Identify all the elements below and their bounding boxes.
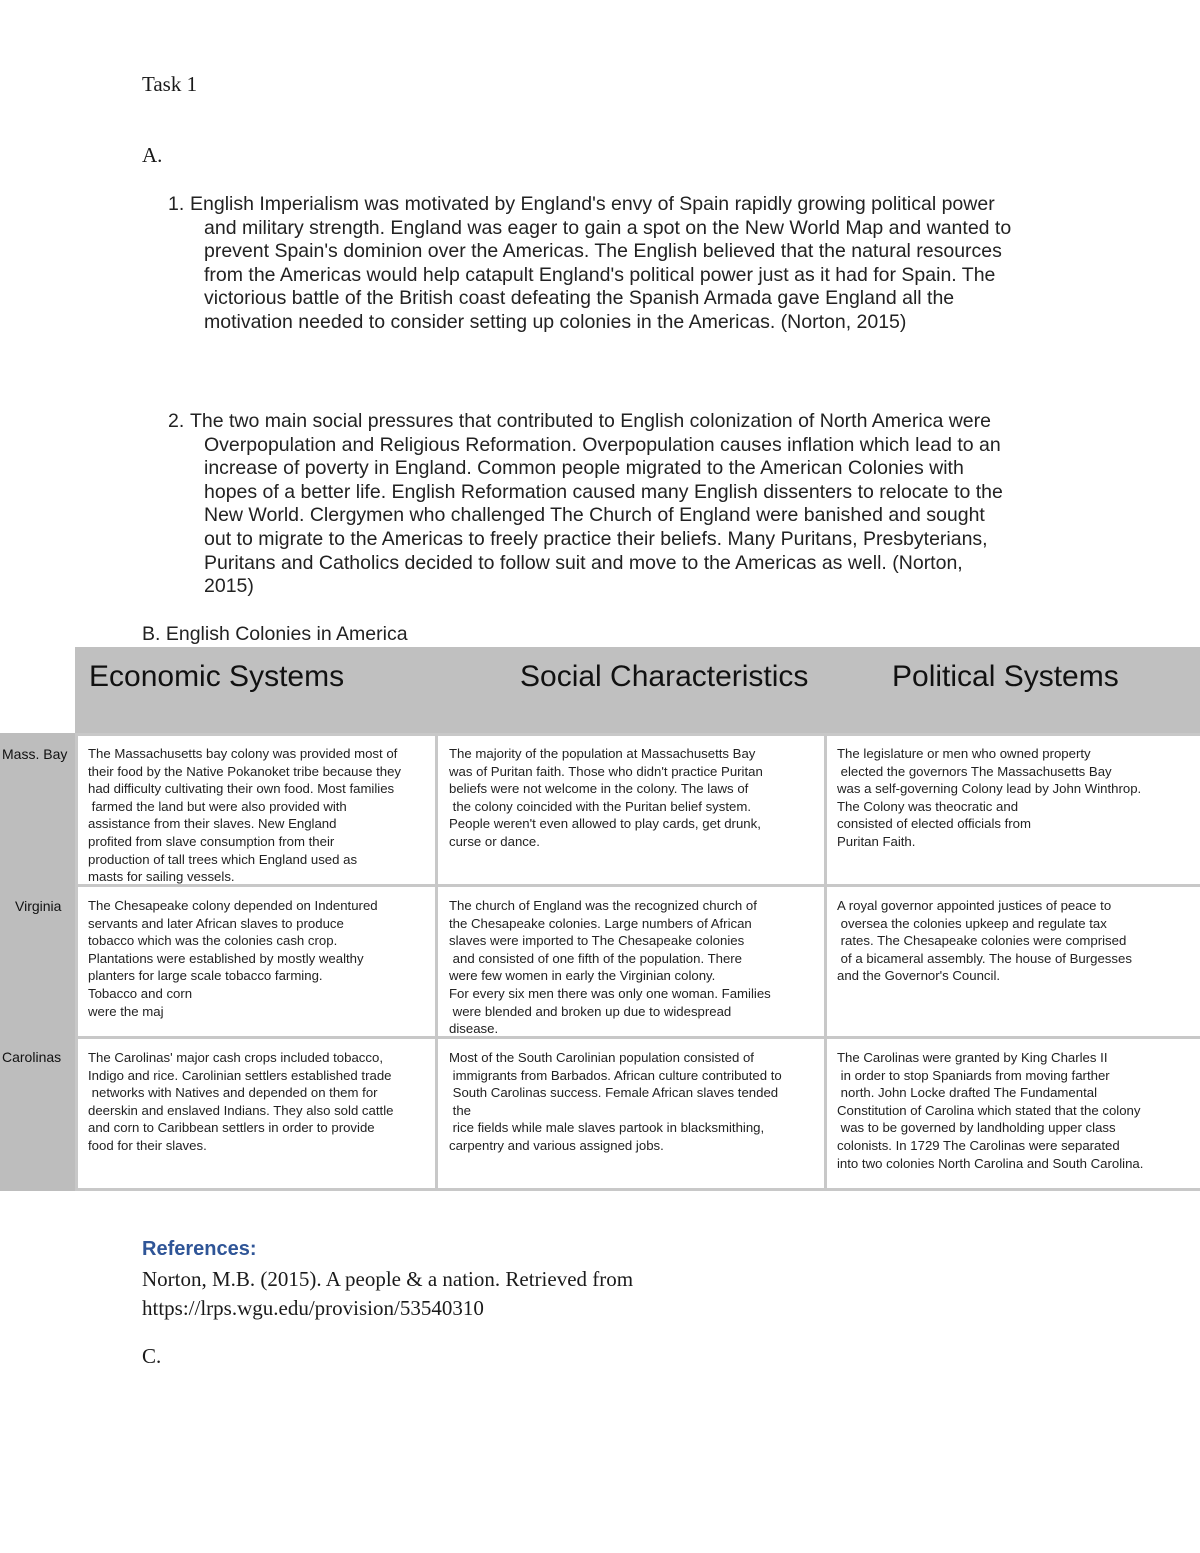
text-line: hopes of a better life. English Reformation caused many English dissenters to relocate to the — [204, 480, 1003, 503]
text-line: and military strength. England was eager to gain a spot on the New World Map and wanted to — [204, 216, 1012, 239]
text-line: The two main social pressures that contributed to English colonization of North America were — [190, 410, 991, 432]
table-cell-social: The church of England was the recognized church of the Chesapeake colonies. Large numbers of African slaves were imported to The Chesapeake colonies and consisted of one fifth of the population. There were few women in early the Virginian colony. For every six men there was only one woman. Families were blended and broken up due to widespread disease. — [449, 898, 771, 1037]
column-header-economic: Economic Systems — [89, 660, 345, 693]
table-cell-economic: The Chesapeake colony depended on Indentured servants and later African slaves to produce tobacco which was the colonies cash crop. Plantations were established by mostly wealthy planters for large scale tobacco farming. Tobacco and corn were the maj — [88, 898, 378, 1019]
table-cell-economic: The Massachusetts bay colony was provided most of their food by the Native Pokanoket tribe because they had difficulty cultivating their own food. Most families farmed the land but were also provided with assistance from their slaves. New England profited from slave consumption from their production of tall trees which England used as masts for sailing vessels. — [88, 746, 402, 885]
table-divider — [824, 733, 827, 1191]
list-item — [168, 193, 1068, 335]
text-line: increase of poverty in England. Common people migrated to the American Colonies with — [204, 457, 964, 480]
table-divider — [75, 1188, 1200, 1191]
table-cell-political: A royal governor appointed justices of peace to oversea the colonies upkeep and regulate tax rates. The Chesapeake colonies were comprised of a bicameral assembly. The house of Burgesses and the Governor's Council. — [837, 898, 1132, 984]
row-label-virginia: Virginia — [15, 898, 62, 914]
section-c-label: C. — [142, 1344, 162, 1368]
column-header-social: Social Characteristics — [520, 660, 809, 693]
list-item-text — [168, 410, 1068, 599]
text-line: motivation needed to consider setting up colonies in the Americas. (Norton, 2015) — [204, 310, 907, 333]
table-divider — [75, 733, 78, 1191]
list-item-number: 2. — [168, 410, 185, 432]
table-cell-social: Most of the South Carolinian population consisted of immigrants from Barbados. African culture contributed to South Carolinas success. Female African slaves tended the rice fields while male slaves partook in blacksmithing, carpentry and various assigned jobs. — [449, 1050, 782, 1153]
row-label-column — [0, 733, 75, 1191]
text-line: prevent Spain's dominion over the Americas. The English believed that the natural resources — [204, 240, 1002, 263]
table-header-row — [0, 647, 1200, 733]
reference-url[interactable]: https://lrps.wgu.edu/provision/53540310 — [142, 1296, 484, 1320]
text-line: English Imperialism was motivated by England's envy of Spain rapidly growing political power — [190, 193, 995, 215]
table-cell-economic: The Carolinas' major cash crops included tobacco, Indigo and rice. Carolinian settlers established trade networks with Natives and depended on them for deerskin and enslaved Indians. They also sold cattle and corn to Caribbean settlers in order to provide food for their slaves. — [88, 1050, 394, 1153]
table-divider — [75, 733, 1200, 736]
row-label-carolinas: Carolinas — [2, 1049, 62, 1065]
text-line: out to migrate to the Americas to freely practice their beliefs. Many Puritans, Presbyterians, — [204, 527, 988, 550]
list-item — [168, 410, 1068, 599]
list-item-number: 1. — [168, 193, 185, 215]
table-divider — [435, 733, 438, 1191]
table-corner-cell — [0, 647, 75, 733]
text-line: from the Americas would help catapult England's political power just as it had for Spain. The — [204, 263, 996, 286]
table-cell-political: The legislature or men who owned property elected the governors The Massachusetts Bay was a self-governing Colony lead by John Winthrop. The Colony was theocratic and consisted of elected officials from Puritan Faith. — [837, 746, 1142, 849]
row-label-mass-bay: Mass. Bay — [2, 746, 68, 762]
list-item-text — [168, 193, 1068, 335]
text-line: Overpopulation and Religious Reformation. Overpopulation causes inflation which lead to an — [204, 433, 1001, 456]
column-header-political: Political Systems — [892, 660, 1119, 693]
references-heading: References: — [142, 1238, 257, 1260]
section-a-label: A. — [142, 143, 163, 167]
task-title: Task 1 — [142, 72, 198, 96]
table-cell-social: The majority of the population at Massachusetts Bay was of Puritan faith. Those who didn't practice Puritan beliefs were not welcome in the colony. The laws of the colony coincided with the Puritan belief system. People weren't even allowed to play cards, get drunk, curse or dance. — [449, 746, 763, 849]
text-line: New World. Clergymen who challenged The Church of England were banished and sought — [204, 504, 985, 527]
colonies-table — [0, 647, 1200, 1191]
section-b-heading: B. English Colonies in America — [142, 623, 408, 645]
text-line: Puritans and Catholics decided to follow suit and move to the Americas as well. (Norton, — [204, 551, 963, 574]
text-line: victorious battle of the British coast defeating the Spanish Armada gave England all the — [204, 287, 955, 310]
reference-citation: Norton, M.B. (2015). A people & a nation. Retrieved from — [142, 1267, 634, 1291]
table-cell-political: The Carolinas were granted by King Charles II in order to stop Spaniards from moving farther north. John Locke drafted The Fundamental Constitution of Carolina which stated that the colony was to be governed by landholding upper class colonists. In 1729 The Carolinas were separated into two colonies North Carolina and South Carolina. — [837, 1050, 1144, 1171]
text-line: 2015) — [204, 575, 254, 598]
